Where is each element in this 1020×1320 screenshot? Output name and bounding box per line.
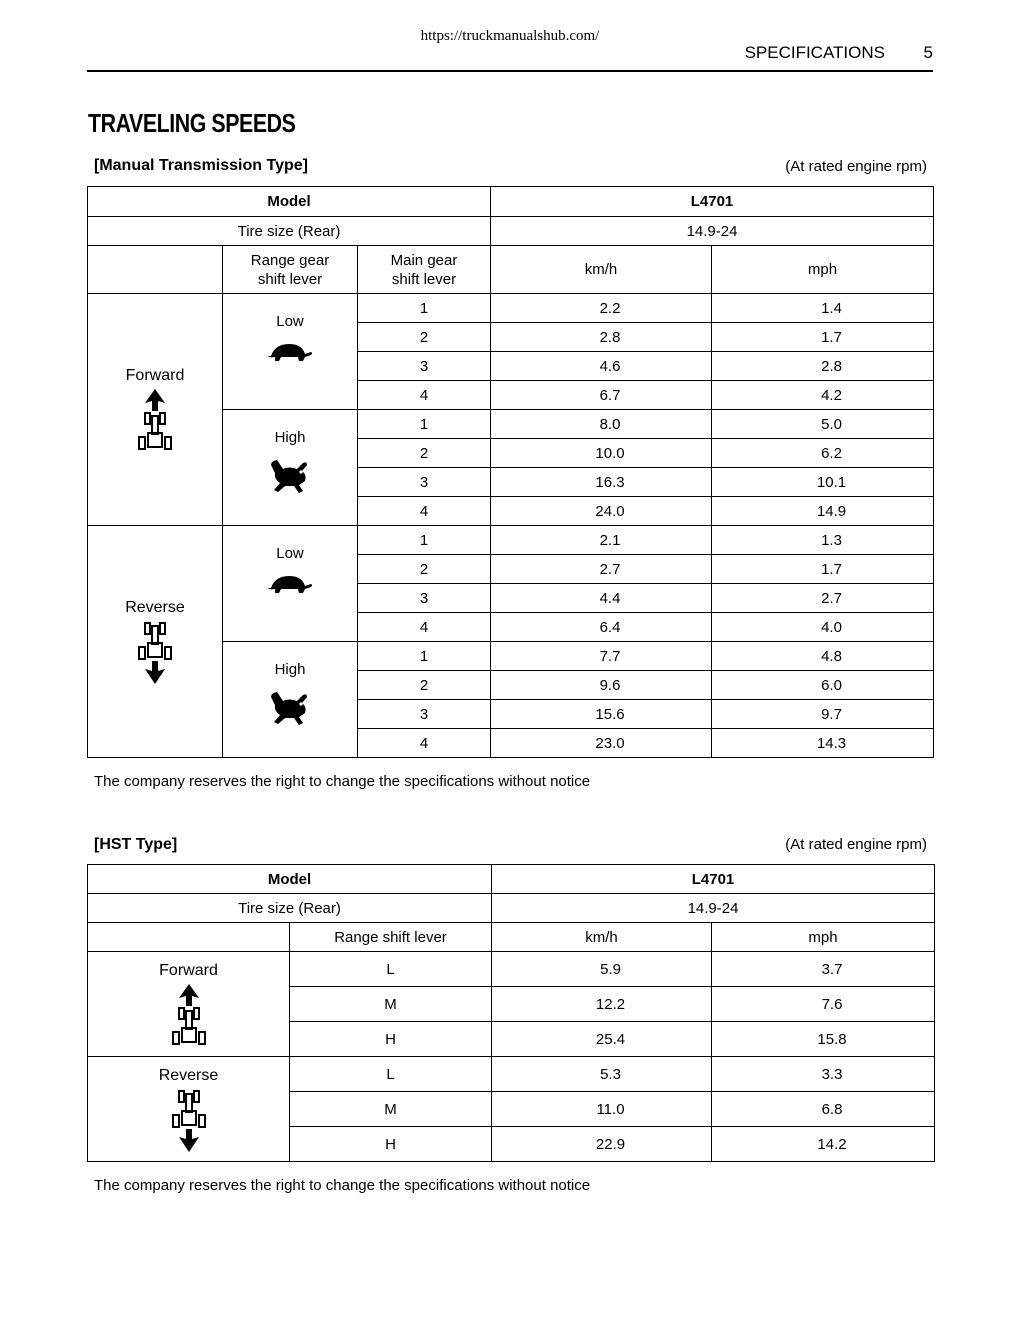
mph-value: 3.3 xyxy=(712,1057,935,1092)
mph-value: 4.0 xyxy=(712,613,934,642)
manual-footnote: The company reserves the right to change the specifications without notice xyxy=(94,773,591,790)
hst-reverse-direction-cell xyxy=(88,1057,290,1162)
hst-mph-header: mph xyxy=(712,923,935,952)
mph-value: 4.8 xyxy=(712,642,934,671)
kmh-value: 6.7 xyxy=(491,381,712,410)
range-shift-value: M xyxy=(290,987,492,1022)
reverse-low-range-cell xyxy=(223,526,358,642)
forward-label: Forward xyxy=(125,367,185,384)
section-name: SPECIFICATIONS xyxy=(744,43,885,62)
hst-table-body xyxy=(88,952,935,1162)
hst-model-header: Model xyxy=(88,865,492,894)
tire-size-header: Tire size (Rear) xyxy=(88,217,491,246)
tire-size-value: 14.9-24 xyxy=(491,217,934,246)
kmh-value: 24.0 xyxy=(491,497,712,526)
mph-value: 3.7 xyxy=(712,952,935,987)
mph-value: 10.1 xyxy=(712,468,934,497)
manual-speed-table xyxy=(87,186,934,758)
kmh-value: 12.2 xyxy=(492,987,712,1022)
range-shift-value: L xyxy=(290,952,492,987)
main-gear-value: 3 xyxy=(358,468,491,497)
mph-value: 2.8 xyxy=(712,352,934,381)
hst-subtitle: [HST Type] xyxy=(94,836,178,853)
hst-speed-table xyxy=(87,864,935,1162)
table-row xyxy=(88,526,934,555)
main-gear-value: 1 xyxy=(358,526,491,555)
range-shift-value: H xyxy=(290,1022,492,1057)
kmh-value: 10.0 xyxy=(491,439,712,468)
range-shift-value: L xyxy=(290,1057,492,1092)
hst-tire-size-header: Tire size (Rear) xyxy=(88,894,492,923)
hst-blank-header-cell xyxy=(88,923,290,952)
page-number: 5 xyxy=(923,43,933,62)
page-title: TRAVELING SPEEDS xyxy=(88,108,296,138)
hst-reverse-label: Reverse xyxy=(158,1066,219,1084)
mph-value: 14.9 xyxy=(712,497,934,526)
kmh-value: 4.4 xyxy=(491,584,712,613)
kmh-value: 23.0 xyxy=(491,729,712,758)
main-gear-value: 3 xyxy=(358,352,491,381)
mph-header: mph xyxy=(712,246,934,294)
blank-header-cell xyxy=(88,246,223,294)
kmh-header: km/h xyxy=(491,246,712,294)
mph-value: 14.2 xyxy=(712,1127,935,1162)
range-label-high: High xyxy=(274,429,306,446)
main-gear-header: Main gear shift lever xyxy=(358,246,491,294)
main-gear-value: 1 xyxy=(358,410,491,439)
forward-low-range-cell xyxy=(223,294,358,410)
range-shift-value: H xyxy=(290,1127,492,1162)
manual-rated-note: (At rated engine rpm) xyxy=(785,158,927,175)
model-value: L4701 xyxy=(491,187,934,217)
range-shift-value: M xyxy=(290,1092,492,1127)
manual-table-body xyxy=(88,294,934,758)
main-gear-value: 1 xyxy=(358,294,491,323)
forward-tractor-icon xyxy=(171,984,207,1048)
forward-direction-cell xyxy=(88,294,223,526)
hst-rated-note: (At rated engine rpm) xyxy=(785,836,927,853)
main-gear-value: 3 xyxy=(358,700,491,729)
mph-value: 6.0 xyxy=(712,671,934,700)
mph-value: 5.0 xyxy=(712,410,934,439)
mph-value: 6.8 xyxy=(712,1092,935,1127)
kmh-value: 6.4 xyxy=(491,613,712,642)
main-gear-value: 4 xyxy=(358,729,491,758)
hst-kmh-header: km/h xyxy=(492,923,712,952)
mph-value: 7.6 xyxy=(712,987,935,1022)
main-gear-value: 1 xyxy=(358,642,491,671)
range-label-high: High xyxy=(274,661,306,678)
main-gear-value: 3 xyxy=(358,584,491,613)
kmh-value: 5.3 xyxy=(492,1057,712,1092)
mph-value: 1.3 xyxy=(712,526,934,555)
kmh-value: 2.2 xyxy=(491,294,712,323)
kmh-value: 15.6 xyxy=(491,700,712,729)
mph-value: 15.8 xyxy=(712,1022,935,1057)
hst-range-shift-header: Range shift lever xyxy=(290,923,492,952)
reverse-high-range-cell xyxy=(223,642,358,758)
manual-subtitle: [Manual Transmission Type] xyxy=(94,157,308,174)
range-label-low: Low xyxy=(276,545,304,562)
kmh-value: 5.9 xyxy=(492,952,712,987)
range-gear-header: Range gear shift lever xyxy=(223,246,358,294)
main-gear-value: 4 xyxy=(358,381,491,410)
table-row xyxy=(88,294,934,323)
kmh-value: 2.7 xyxy=(491,555,712,584)
kmh-value: 16.3 xyxy=(491,468,712,497)
hst-forward-label: Forward xyxy=(159,961,218,979)
rabbit-icon xyxy=(269,457,311,495)
range-label-low: Low xyxy=(276,313,304,330)
kmh-value: 9.6 xyxy=(491,671,712,700)
table-row xyxy=(88,952,935,987)
mph-value: 14.3 xyxy=(712,729,934,758)
main-gear-value: 2 xyxy=(358,555,491,584)
kmh-value: 8.0 xyxy=(491,410,712,439)
kmh-value: 2.8 xyxy=(491,323,712,352)
main-gear-value: 2 xyxy=(358,439,491,468)
mph-value: 4.2 xyxy=(712,381,934,410)
forward-high-range-cell xyxy=(223,410,358,526)
main-gear-value: 2 xyxy=(358,671,491,700)
main-gear-value: 4 xyxy=(358,613,491,642)
header-rule xyxy=(87,70,933,72)
mph-value: 6.2 xyxy=(712,439,934,468)
main-gear-value: 4 xyxy=(358,497,491,526)
kmh-value: 2.1 xyxy=(491,526,712,555)
hst-footnote: The company reserves the right to change the specifications without notice xyxy=(94,1177,591,1194)
reverse-tractor-icon xyxy=(171,1089,207,1153)
mph-value: 1.4 xyxy=(712,294,934,323)
page-url: https://truckmanualshub.com/ xyxy=(420,28,600,44)
reverse-direction-cell xyxy=(88,526,223,758)
reverse-tractor-icon xyxy=(137,621,173,685)
mph-value: 1.7 xyxy=(712,555,934,584)
turtle-icon xyxy=(267,341,313,363)
forward-tractor-icon xyxy=(137,389,173,453)
mph-value: 2.7 xyxy=(712,584,934,613)
kmh-value: 11.0 xyxy=(492,1092,712,1127)
mph-value: 9.7 xyxy=(712,700,934,729)
hst-tire-size-value: 14.9-24 xyxy=(492,894,935,923)
kmh-value: 7.7 xyxy=(491,642,712,671)
kmh-value: 25.4 xyxy=(492,1022,712,1057)
model-header: Model xyxy=(88,187,491,217)
kmh-value: 4.6 xyxy=(491,352,712,381)
main-gear-value: 2 xyxy=(358,323,491,352)
hst-forward-direction-cell xyxy=(88,952,290,1057)
reverse-label: Reverse xyxy=(125,599,185,616)
turtle-icon xyxy=(267,573,313,595)
kmh-value: 22.9 xyxy=(492,1127,712,1162)
table-row xyxy=(88,1057,935,1092)
mph-value: 1.7 xyxy=(712,323,934,352)
hst-model-value: L4701 xyxy=(492,865,935,894)
rabbit-icon xyxy=(269,689,311,727)
